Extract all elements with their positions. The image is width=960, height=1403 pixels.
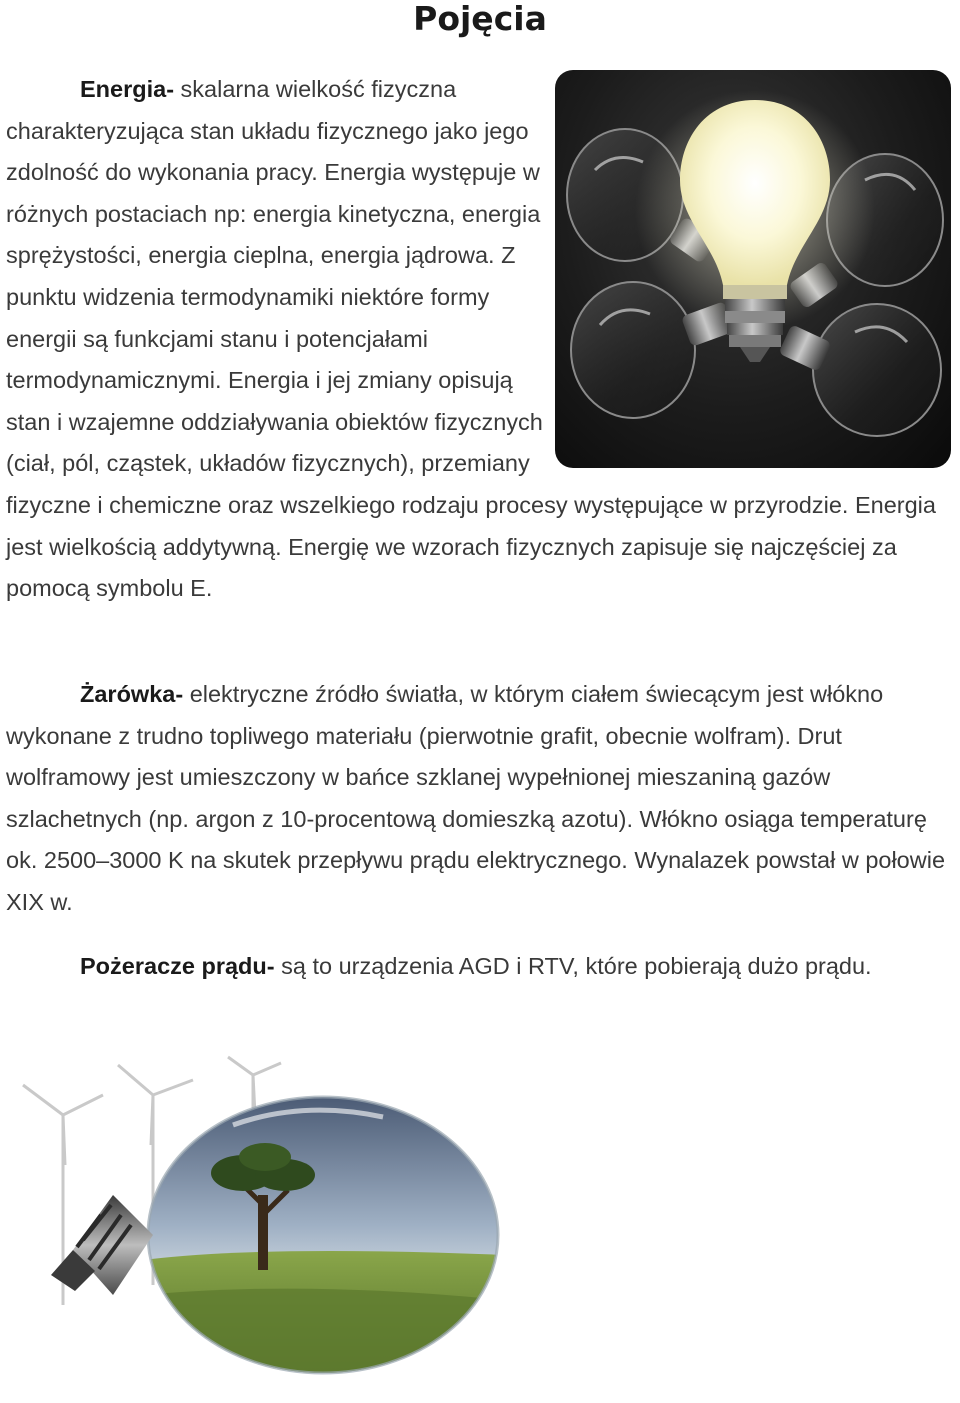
term-pozeracze: Pożeracze prądu- <box>80 953 275 979</box>
paragraph-zarowka <box>6 674 960 924</box>
definition-energia: skalarna wielkość fizyczna charakteryzująca stan układu fizycznego jako jego zdolność do wykonania pracy. Energia występuje w różnych postaciach np: energia kinetyczna, energia sprężystości, energia cieplna, energia jądrowa. Z punktu widzenia termodynamiki niektóre formy energii są funkcjami stanu i potencjałami termodynamicznymi. Energia i jej zmiany opisują stan i wzajemne oddziaływania obiektów fizycznych (ciał, pól, cząstek, układów fizycznych), przemiany fizyczne i chemiczne oraz wszelkiego rodzaju procesy występujące w przyrodzie. Energia jest wielkością addytywną. Energię we wzorach fizycznych zapisuje się najczęściej za pomocą symbolu E. <box>6 76 936 602</box>
definition-zarowka: elektryczne źródło światła, w którym ciałem świecącym jest włókno wykonane z trudno topliwego materiału (pierwotnie grafit, obecnie wolfram). Drut wolframowy jest umieszczony w bańce szklanej wypełnionej mieszaniną gazów szlachetnych (np. argon z 10-procentową domieszką azotu). Włókno osiąga temperaturę ok. 2500–3000 K na skutek przepływu prądu elektrycznego. Wynalazek powstał w połowie XIX w. <box>6 681 946 915</box>
paragraph-energia <box>6 69 960 610</box>
term-energia: Energia- <box>80 76 175 102</box>
paragraph-pozeracze <box>6 946 960 988</box>
eco-bulb-illustration <box>3 1055 519 1395</box>
bulb-screw-base <box>51 1195 153 1295</box>
eco-bulb-photo <box>3 1055 519 1395</box>
definition-pozeracze: są to urządzenia AGD i RTV, które pobierają dużo prądu. <box>274 953 872 979</box>
term-zarowka: Żarówka- <box>80 681 184 707</box>
page-title: Pojęcia <box>413 0 547 38</box>
